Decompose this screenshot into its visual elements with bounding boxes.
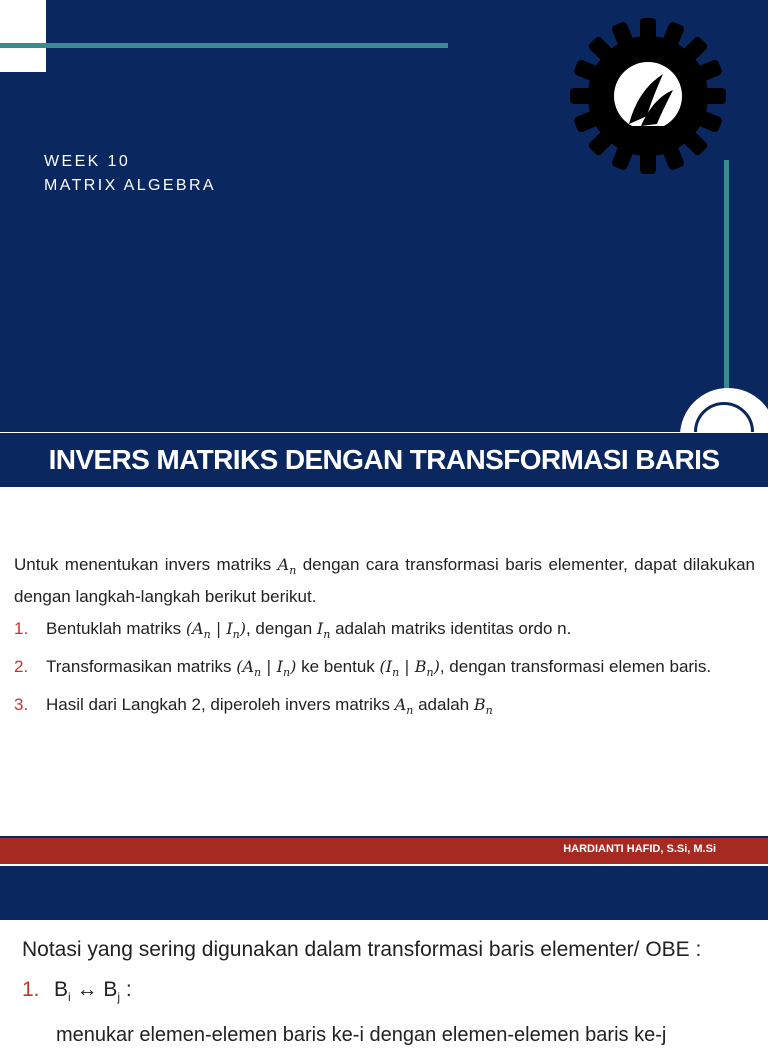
intro-text-2: dengan cara transformasi baris elementer, dapat dilakukan dengan langkah-langkah berikut berikut.: [14, 555, 755, 606]
step-1-text-a: Bentuklah matriks: [46, 619, 182, 638]
step-1: [14, 616, 755, 648]
intro-paragraph: [14, 552, 755, 610]
step-3-text-a: Hasil dari Langkah 2, diperoleh invers matriks: [46, 695, 390, 714]
slide-title: INVERS MATRIKS DENGAN TRANSFORMASI BARIS: [48, 444, 720, 475]
row-swap-notation: [54, 976, 132, 1011]
step-3-text-b: adalah: [418, 695, 470, 714]
step-2: [14, 654, 755, 686]
b-symbol: B: [103, 978, 118, 1001]
subscript-i: i: [68, 990, 71, 1004]
week-label: WEEK 10: [44, 153, 131, 170]
slide-1-header: [0, 0, 768, 432]
step-text: [46, 654, 755, 686]
math-in: $I_n$: [316, 619, 331, 641]
b-symbol: B: [54, 978, 69, 1001]
math-augmented-an-in: ($A_n$ | $I_n$): [236, 657, 297, 679]
university-logo: [569, 16, 727, 176]
step-number: 1.: [14, 619, 29, 638]
course-label: MATRIX ALGEBRA: [44, 177, 217, 194]
row-swap-description: menukar elemen-elemen baris ke-i dengan elemen-elemen baris ke-j: [56, 1024, 667, 1046]
title-bar: [0, 432, 768, 488]
notation-item-1: [22, 976, 752, 1011]
step-2-text-c: , dengan transformasi elemen baris.: [439, 657, 712, 676]
teal-horizontal-line: [0, 43, 448, 48]
math-an: $A_n$: [277, 555, 297, 577]
step-1-text-c: adalah matriks identitas ordo n.: [335, 619, 572, 638]
step-2-text-a: Transformasikan matriks: [46, 657, 232, 676]
step-1-text-b: , dengan: [245, 619, 313, 638]
author-name: HARDIANTI HAFID, S.Si, M.Si: [563, 843, 716, 855]
slide-1-content: [14, 552, 755, 724]
footer-bar: [0, 836, 768, 864]
week-subtitle: [44, 150, 216, 198]
item-number: 1.: [22, 978, 40, 1001]
math-augmented-in-bn: ($I_n$ | $B_n$): [379, 657, 440, 679]
notation-heading: Notasi yang sering digunakan dalam transformasi baris elementer/ OBE :: [22, 938, 702, 961]
step-3: [14, 692, 755, 724]
step-text: [46, 692, 755, 724]
slide-2-header: [0, 866, 768, 920]
step-number: 2.: [14, 657, 29, 676]
math-an: $A_n$: [394, 695, 414, 717]
step-number: 3.: [14, 695, 29, 714]
math-bn: $B_n$: [473, 695, 493, 717]
math-augmented-an-in: ($A_n$ | $I_n$): [185, 619, 246, 641]
subscript-j: j: [117, 990, 121, 1004]
corner-decoration: [0, 0, 46, 72]
swap-arrow: ↔: [76, 978, 98, 1001]
step-text: [46, 616, 755, 648]
intro-text-1: Untuk menentukan invers matriks: [14, 555, 272, 574]
colon: :: [125, 978, 132, 1001]
slide-2-content: [22, 936, 752, 1049]
step-2-text-b: ke bentuk: [301, 657, 375, 676]
